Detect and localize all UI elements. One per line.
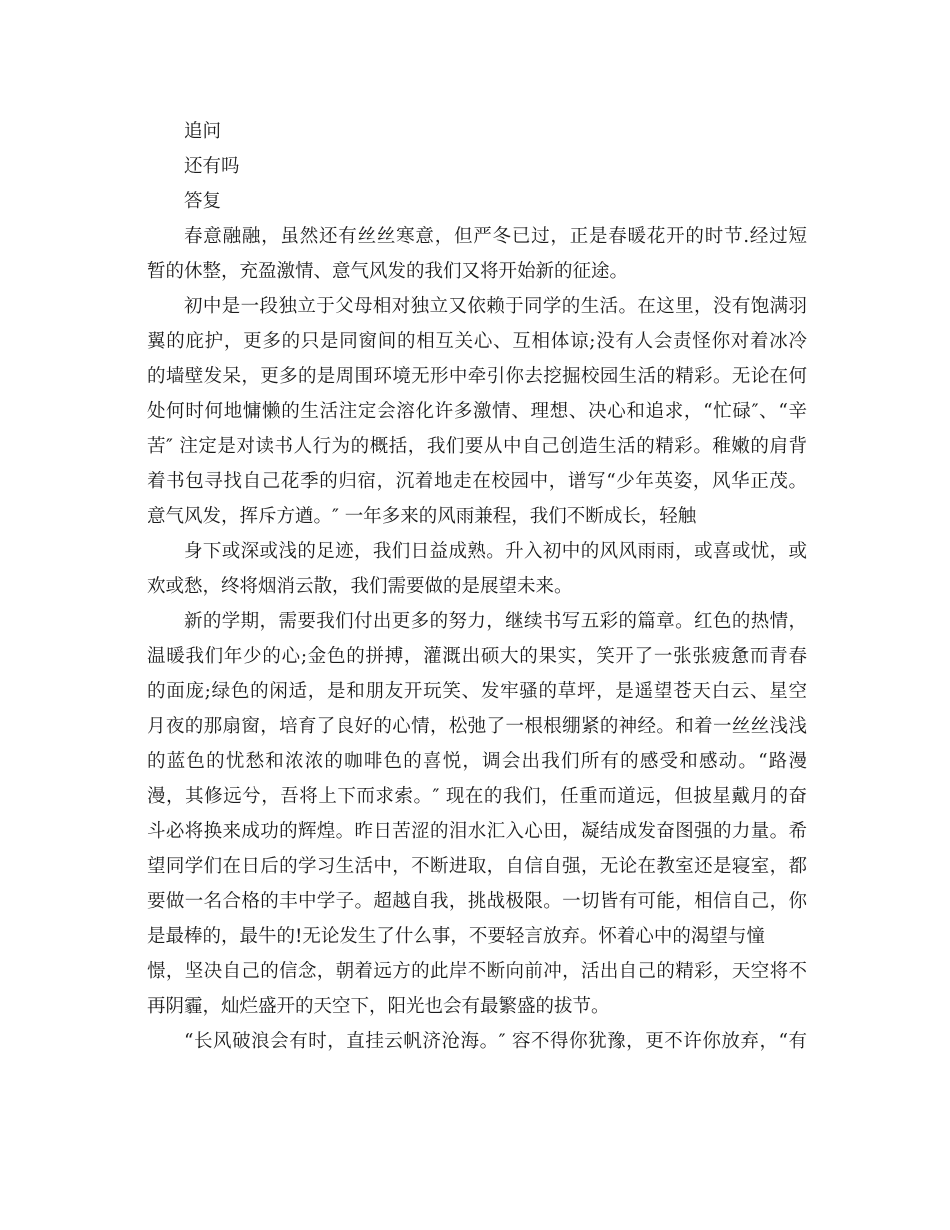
heading-answer: 答复: [184, 191, 222, 212]
text-line: 的蓝色的忧愁和浓浓的咖啡色的喜悦，调会出我们所有的感受和感动。“路漫: [147, 751, 807, 772]
text-line: 的面庞;绿色的闲适，是和朋友开玩笑、发牢骚的草坪，是遥望苍天白云、星空: [147, 681, 807, 702]
text-line: 要做一名合格的丰中学子。超越自我，挑战极限。一切皆有可能，相信自己，你: [147, 891, 807, 912]
text-line: 翼的庇护，更多的只是同窗间的相互关心、互相体谅;没有人会责怪你对着冰冷: [147, 331, 807, 352]
text-line: 暂的休整，充盈激情、意气风发的我们又将开始新的征途。: [147, 261, 629, 282]
text-line: 斗必将换来成功的辉煌。昨日苦涩的泪水汇入心田，凝结成发奋图强的力量。希: [147, 821, 807, 842]
text-line: 欢或愁，终将烟消云散，我们需要做的是展望未来。: [147, 576, 573, 597]
text-line: 处何时何地慵懒的生活注定会溶化许多激情、理想、决心和追求，“忙碌″、“辛: [147, 401, 807, 422]
text-line: “长风破浪会有时，直挂云帆济沧海。″ 容不得你犹豫，更不许你放弃，“有: [184, 1031, 807, 1052]
question-line: 还有吗: [184, 156, 240, 177]
text-line: 温暖我们年少的心;金色的拼搏，灌溉出硕大的果实，笑开了一张张疲惫而青春: [147, 646, 807, 667]
text-line: 春意融融，虽然还有丝丝寒意，但严冬已过，正是春暖花开的时节.经过短: [184, 226, 807, 247]
text-line: 憬，坚决自己的信念，朝着远方的此岸不断向前冲，活出自己的精彩，天空将不: [147, 961, 807, 982]
text-line: 新的学期，需要我们付出更多的努力，继续书写五彩的篇章。红色的热情，: [184, 611, 807, 632]
text-line: 月夜的那扇窗，培育了良好的心情，松弛了一根根绷紧的神经。和着一丝丝浅浅: [147, 716, 807, 737]
text-line: 再阴霾，灿烂盛开的天空下，阳光也会有最繁盛的拔节。: [147, 996, 610, 1017]
text-line: 是最棒的，最牛的!无论发生了什么事，不要轻言放弃。怀着心中的渴望与憧: [147, 926, 765, 947]
text-line: 身下或深或浅的足迹，我们日益成熟。升入初中的风风雨雨，或喜或忧，或: [184, 541, 807, 562]
document-body: [147, 114, 807, 1059]
text-line: 漫，其修远兮，吾将上下而求索。″ 现在的我们，任重而道远，但披星戴月的奋: [147, 786, 807, 807]
text-line: 的墙壁发呆，更多的是周围环境无形中牵引你去挖掘校园生活的精彩。无论在何: [147, 366, 807, 387]
text-line: 着书包寻找自己花季的归宿，沉着地走在校园中，谱写“少年英姿，风华正茂。: [147, 471, 807, 492]
heading-follow-up: 追问: [184, 121, 222, 142]
text-line: 意气风发，挥斥方遒。″ 一年多来的风雨兼程，我们不断成长，轻触: [147, 506, 697, 527]
text-line: 初中是一段独立于父母相对独立又依赖于同学的生活。在这里，没有饱满羽: [184, 296, 807, 317]
text-line: 望同学们在日后的学习生活中，不断进取，自信自强，无论在教室还是寝室，都: [147, 856, 807, 877]
text-line: 苦″ 注定是对读书人行为的概括，我们要从中自己创造生活的精彩。稚嫩的肩背: [147, 436, 807, 457]
